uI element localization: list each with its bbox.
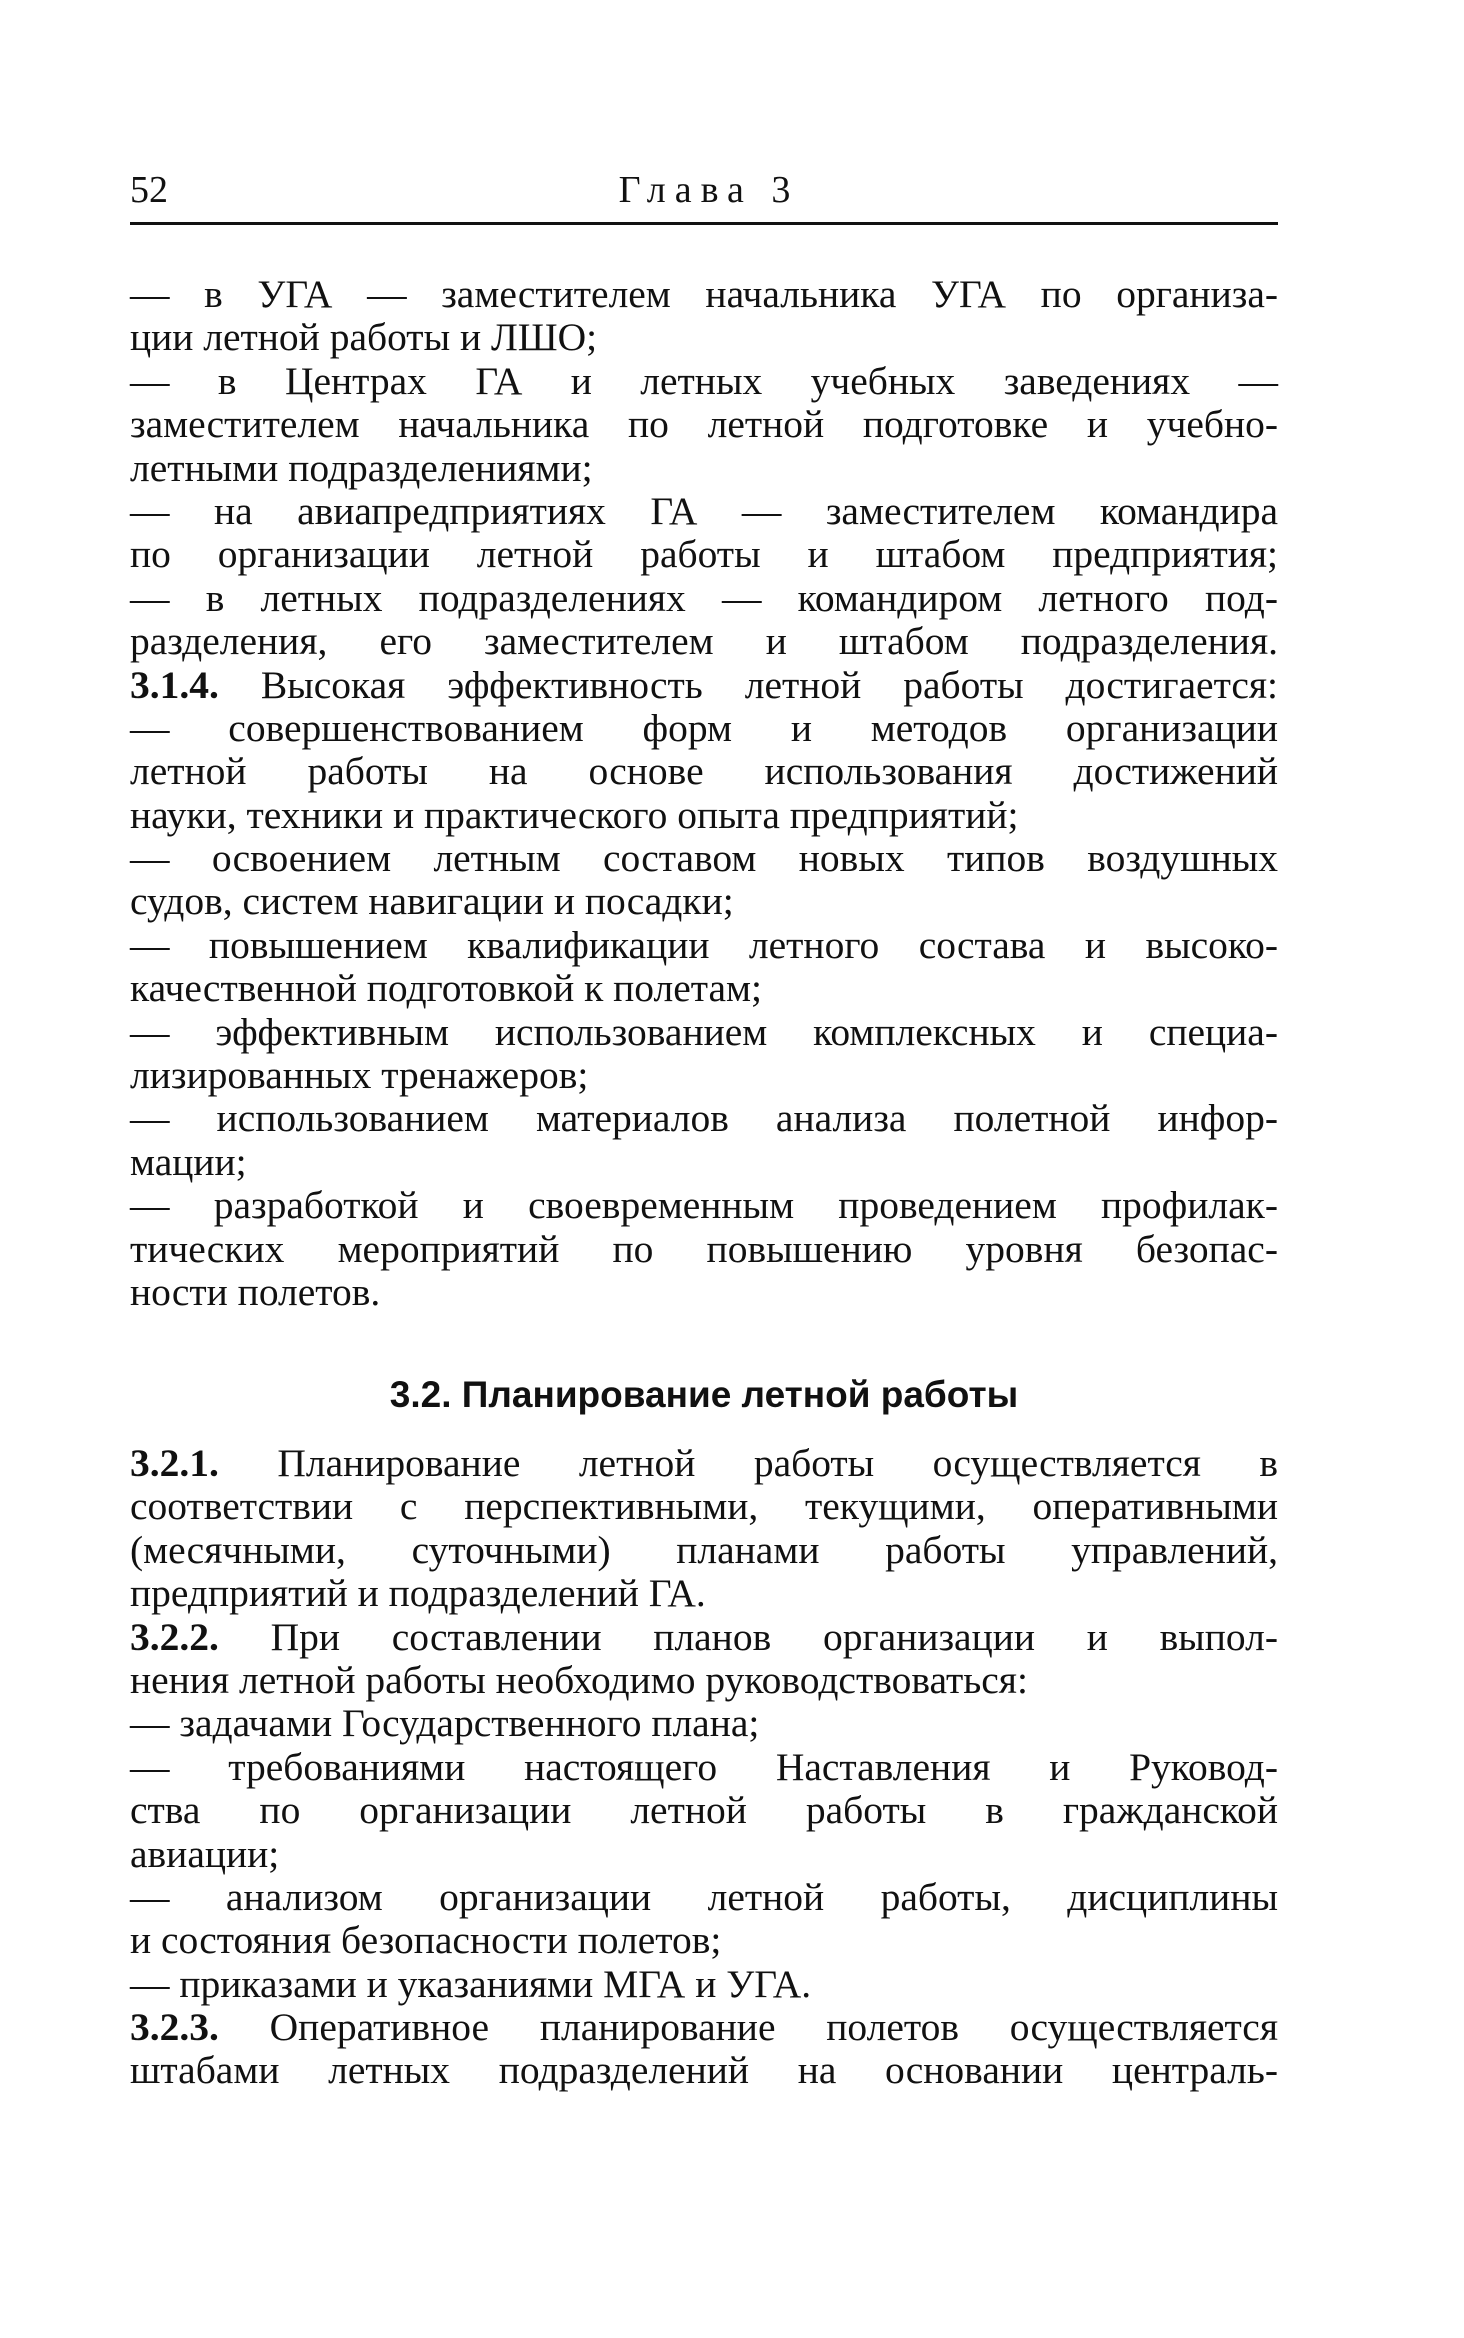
line-text: ности полетов. — [130, 1269, 381, 1314]
text-line — [130, 1659, 1278, 1702]
text-line — [130, 403, 1278, 446]
line-text: лизированных тренажеров; — [130, 1053, 589, 1098]
line-text: — повышением квалификации летного состава и высоко- — [130, 922, 1278, 967]
text-line — [130, 2049, 1278, 2092]
line-text: При составлении планов организации и выпол- — [270, 1614, 1278, 1659]
line-text: — анализом организации летной работы, дисциплины — [130, 1874, 1278, 1919]
text-line — [130, 1141, 1278, 1184]
line-text: авиации; — [130, 1831, 280, 1876]
text-line — [130, 273, 1278, 316]
line-text: качественной подготовкой к полетам; — [130, 966, 763, 1011]
line-text: ции летной работы и ЛШО; — [130, 315, 598, 360]
text-line — [130, 707, 1278, 750]
text-line — [130, 533, 1278, 576]
text-line — [130, 967, 1278, 1010]
text-line — [130, 880, 1278, 923]
line-text: и состояния безопасности полетов; — [130, 1918, 722, 1963]
line-text: по организации летной работы и штабом предприятия; — [130, 532, 1278, 577]
line-text: летными подразделениями; — [130, 445, 593, 490]
text-line — [130, 1572, 1278, 1615]
line-text: штабами летных подразделений на основании централь- — [130, 2048, 1278, 2093]
text-line — [130, 1833, 1278, 1876]
text-line — [130, 577, 1278, 620]
text-line — [130, 794, 1278, 837]
text-line — [130, 360, 1278, 403]
text-line — [130, 1442, 1278, 1485]
text-line — [130, 924, 1278, 967]
clause-number: 3.2.3. — [130, 2005, 219, 2050]
line-text: — в летных подразделениях — командиром летного под- — [130, 575, 1278, 620]
text-block-2 — [130, 1442, 1278, 2093]
line-text: — освоением летным составом новых типов воздушных — [130, 836, 1278, 881]
text-line — [130, 2006, 1278, 2049]
text-line — [130, 1097, 1278, 1140]
text-line — [130, 664, 1278, 707]
line-text: нения летной работы необходимо руководствоваться: — [130, 1657, 1028, 1702]
line-text: (месячными, суточными) планами работы управлений, — [130, 1527, 1278, 1572]
clause-number: 3.2.1. — [130, 1441, 219, 1485]
text-line — [130, 316, 1278, 359]
line-text: — на авиапредприятиях ГА — заместителем командира — [130, 488, 1278, 533]
text-line — [130, 1789, 1278, 1832]
line-text: судов, систем навигации и посадки; — [130, 879, 734, 924]
line-text: Оперативное планирование полетов осуществляется — [269, 2005, 1278, 2050]
line-text: мации; — [130, 1139, 247, 1184]
line-text: летной работы на основе использования достижений — [130, 749, 1278, 794]
clause-number: 3.1.4. — [130, 662, 219, 707]
line-text: — разработкой и своевременным проведением профилак- — [130, 1183, 1278, 1228]
line-text: тических мероприятий по повышению уровня безопас- — [130, 1226, 1278, 1271]
line-text: — совершенствованием форм и методов организации — [130, 705, 1278, 750]
text-line — [130, 837, 1278, 880]
text-line — [130, 1228, 1278, 1271]
text-line — [130, 1963, 1278, 2006]
line-text: — в Центрах ГА и летных учебных заведениях — — [130, 358, 1278, 403]
line-text: — в УГА — заместителем начальника УГА по организа- — [130, 272, 1278, 316]
chapter-title: Глава 3 — [618, 169, 800, 211]
line-text: соответствии с перспективными, текущими, оперативными — [130, 1484, 1278, 1529]
text-line — [130, 1529, 1278, 1572]
line-text: — эффективным использованием комплексных и специа- — [130, 1009, 1278, 1054]
line-text: ства по организации летной работы в гражданской — [130, 1788, 1278, 1833]
text-line — [130, 1271, 1278, 1314]
clause-number: 3.2.2. — [130, 1614, 219, 1659]
text-line — [130, 1746, 1278, 1789]
text-line — [130, 490, 1278, 533]
line-text: предприятий и подразделений ГА. — [130, 1571, 706, 1616]
page-header — [130, 165, 1278, 215]
text-line — [130, 1702, 1278, 1745]
line-text: — задачами Государственного плана; — [130, 1701, 760, 1746]
text-block-1 — [130, 273, 1278, 1314]
text-line — [130, 750, 1278, 793]
line-text: — приказами и указаниями МГА и УГА. — [130, 1961, 812, 2006]
line-text: разделения, его заместителем и штабом подразделения. — [130, 619, 1278, 664]
text-line — [130, 1616, 1278, 1659]
text-line — [130, 1485, 1278, 1528]
text-line — [130, 1876, 1278, 1919]
line-text: — использованием материалов анализа полетной инфор- — [130, 1096, 1278, 1141]
line-text: — требованиями настоящего Наставления и Руковод- — [130, 1744, 1278, 1789]
line-text: науки, техники и практического опыта предприятий; — [130, 792, 1019, 837]
line-text: Планирование летной работы осуществляется в — [277, 1441, 1278, 1485]
text-line — [130, 447, 1278, 490]
header-rule — [130, 222, 1278, 225]
section-heading: 3.2. Планирование летной работы — [389, 1374, 1019, 1415]
text-line — [130, 1184, 1278, 1227]
text-line — [130, 1919, 1278, 1962]
line-text: Высокая эффективность летной работы достигается: — [260, 662, 1278, 707]
text-line — [130, 1011, 1278, 1054]
page-number: 52 — [130, 169, 168, 211]
text-line — [130, 620, 1278, 663]
text-line — [130, 1054, 1278, 1097]
line-text: заместителем начальника по летной подготовке и учебно- — [130, 402, 1278, 447]
